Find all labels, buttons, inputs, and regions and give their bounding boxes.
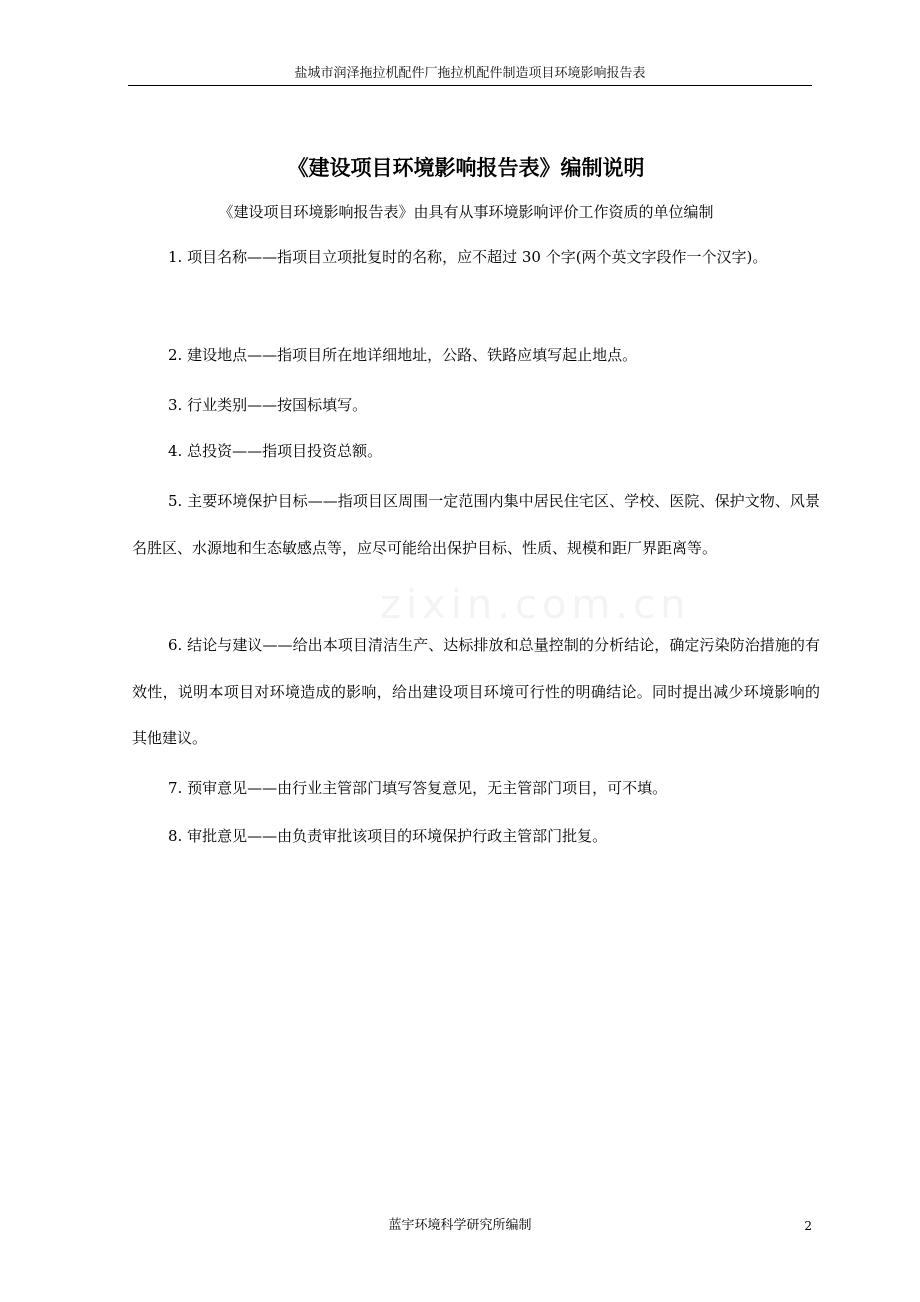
list-item-industry: 3. 行业类别——按国标填写。: [168, 396, 368, 414]
intro-text: 《建设项目环境影响报告表》由具有从事环境影响评价工作资质的单位编制: [218, 203, 714, 221]
list-item-pre-review: 7. 预审意见——由行业主管部门填写答复意见，无主管部门项目，可不填。: [168, 779, 668, 797]
list-item-project-name: 1. 项目名称——指项目立项批复时的名称，应不超过 30 个字(两个英文字段作一个汉字)。: [168, 248, 768, 266]
watermark: zixin.com.cn: [380, 582, 691, 628]
header-divider: [128, 85, 812, 86]
list-item-investment: 4. 总投资——指项目投资总额。: [168, 442, 383, 460]
list-item-protection-targets: 5. 主要环境保护目标——指项目区周围一定范围内集中居民住宅区、学校、医院、保护文物、风景名胜区、水源地和生态敏感点等，应尽可能给出保护目标、性质、规模和距厂界距离等。: [132, 492, 820, 557]
page-number: 2: [804, 1219, 812, 1233]
list-item-location: 2. 建设地点——指项目所在地详细地址，公路、铁路应填写起止地点。: [168, 346, 638, 364]
page-header: 盐城市润泽拖拉机配件厂拖拉机配件制造项目环境影响报告表: [294, 66, 646, 81]
list-item-conclusions: 6. 结论与建议——给出本项目清洁生产、达标排放和总量控制的分析结论，确定污染防治措施的有效性，说明本项目对环境造成的影响，给出建设项目环境可行性的明确结论。同时提出减少环境影响的其他建议。: [132, 636, 820, 747]
document-title: 《建设项目环境影响报告表》编制说明: [287, 155, 645, 180]
list-item-approval: 8. 审批意见——由负责审批该项目的环境保护行政主管部门批复。: [168, 827, 608, 845]
footer-text: 蓝宇环境科学研究所编制: [388, 1218, 532, 1233]
